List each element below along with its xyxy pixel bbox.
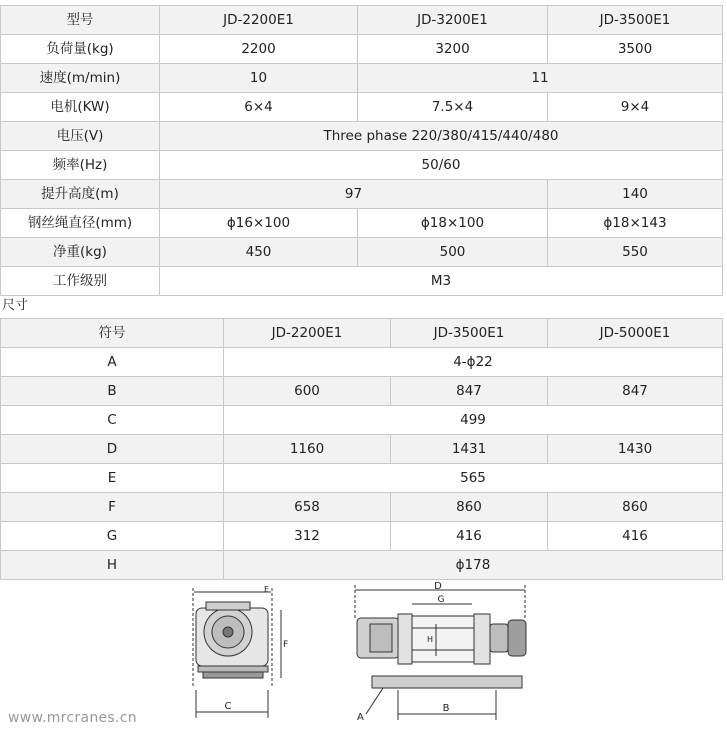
cell: 416 — [391, 522, 548, 551]
spec-row-rope-diameter — [1, 209, 723, 238]
front-view-drawing — [355, 585, 526, 720]
cell: 4-ϕ22 — [224, 348, 723, 377]
side-view-drawing — [193, 588, 281, 718]
dim-row-f — [1, 493, 723, 522]
dim-row-g — [1, 522, 723, 551]
dim-header-symbol: 符号 — [1, 319, 224, 348]
spec-row-voltage — [1, 122, 723, 151]
cell: 416 — [548, 522, 723, 551]
cell: 860 — [548, 493, 723, 522]
row-label: 负荷量(kg) — [1, 35, 160, 64]
cell: 658 — [224, 493, 391, 522]
watermark: www.mrcranes.cn — [8, 710, 137, 726]
cell: 7.5×4 — [358, 93, 548, 122]
label-h: H — [427, 635, 434, 644]
row-label: A — [1, 348, 224, 377]
cell: 1160 — [224, 435, 391, 464]
row-label: D — [1, 435, 224, 464]
cell: 50/60 — [160, 151, 723, 180]
cell: 9×4 — [548, 93, 723, 122]
row-label: 净重(kg) — [1, 238, 160, 267]
cell: 847 — [391, 377, 548, 406]
spec-header-col3: JD-3500E1 — [548, 6, 723, 35]
spec-table — [0, 5, 723, 296]
cell: 1430 — [548, 435, 723, 464]
cell: 312 — [224, 522, 391, 551]
cell: Three phase 220/380/415/440/480 — [160, 122, 723, 151]
dimensions-table — [0, 318, 723, 580]
row-label: 提升高度(m) — [1, 180, 160, 209]
dim-row-e — [1, 464, 723, 493]
label-b: B — [442, 703, 450, 714]
cell: 499 — [224, 406, 723, 435]
row-label: G — [1, 522, 224, 551]
spec-row-frequency — [1, 151, 723, 180]
cell: 11 — [358, 64, 723, 93]
spec-header-col1: JD-2200E1 — [160, 6, 358, 35]
dim-row-d — [1, 435, 723, 464]
dim-row-h — [1, 551, 723, 580]
cell: 97 — [160, 180, 548, 209]
row-label: 速度(m/min) — [1, 64, 160, 93]
spec-header-col2: JD-3200E1 — [358, 6, 548, 35]
cell: ϕ16×100 — [160, 209, 358, 238]
cell: ϕ18×100 — [358, 209, 548, 238]
label-a: A — [357, 712, 364, 723]
cell: 500 — [358, 238, 548, 267]
drawing-svg — [0, 580, 727, 729]
cell: 860 — [391, 493, 548, 522]
cell: 10 — [160, 64, 358, 93]
cell: 565 — [224, 464, 723, 493]
spec-row-net-weight — [1, 238, 723, 267]
cell: ϕ178 — [224, 551, 723, 580]
dim-row-b — [1, 377, 723, 406]
spec-header-row — [1, 6, 723, 35]
row-label: E — [1, 464, 224, 493]
dim-header-col1: JD-2200E1 — [224, 319, 391, 348]
row-label: H — [1, 551, 224, 580]
label-d: D — [434, 581, 442, 592]
cell: 600 — [224, 377, 391, 406]
cell: M3 — [160, 267, 723, 296]
dim-header-col3: JD-5000E1 — [548, 319, 723, 348]
spec-row-lift-height — [1, 180, 723, 209]
dim-row-a — [1, 348, 723, 377]
label-g: G — [437, 595, 445, 605]
spec-row-duty-class — [1, 267, 723, 296]
cell: 3200 — [358, 35, 548, 64]
label-e: E — [264, 585, 270, 594]
dim-header-row — [1, 319, 723, 348]
cell: 3500 — [548, 35, 723, 64]
row-label: 工作级别 — [1, 267, 160, 296]
dim-row-c — [1, 406, 723, 435]
row-label: 钢丝绳直径(mm) — [1, 209, 160, 238]
cell: 1431 — [391, 435, 548, 464]
cell: 140 — [548, 180, 723, 209]
row-label: C — [1, 406, 224, 435]
dimensions-section-title: 尺寸 — [2, 298, 29, 313]
spec-row-motor — [1, 93, 723, 122]
row-label: 频率(Hz) — [1, 151, 160, 180]
row-label: B — [1, 377, 224, 406]
cell: 450 — [160, 238, 358, 267]
label-c: C — [224, 701, 232, 712]
winch-dimension-drawings — [0, 580, 727, 729]
spec-row-speed — [1, 64, 723, 93]
spec-header-model: 型号 — [1, 6, 160, 35]
dim-header-col2: JD-3500E1 — [391, 319, 548, 348]
row-label: 电压(V) — [1, 122, 160, 151]
row-label: 电机(KW) — [1, 93, 160, 122]
label-f: F — [283, 640, 289, 650]
cell: 550 — [548, 238, 723, 267]
spec-row-load — [1, 35, 723, 64]
cell: 847 — [548, 377, 723, 406]
cell: 2200 — [160, 35, 358, 64]
cell: 6×4 — [160, 93, 358, 122]
row-label: F — [1, 493, 224, 522]
cell: ϕ18×143 — [548, 209, 723, 238]
